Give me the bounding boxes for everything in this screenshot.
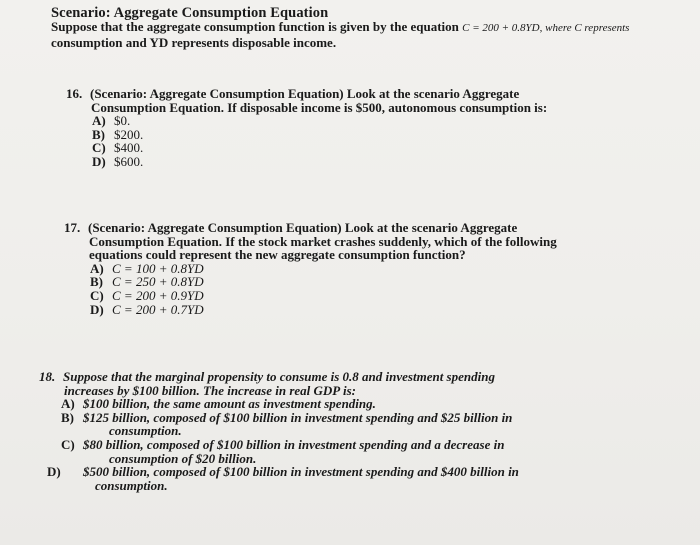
question-18-number: 18. (39, 369, 56, 384)
question-16-stem-text1: (Scenario: Aggregate Consumption Equation) Look at the scenario Aggregate (90, 86, 520, 101)
option-text: $200. (114, 126, 144, 142)
question-18-stem-line1 (39, 370, 599, 384)
scenario-title: Scenario: Aggregate Consumption Equation (51, 5, 329, 21)
question-18-stem-text1: Suppose that the marginal propensity to consume is 0.8 and investment spending (63, 369, 495, 384)
option-text-continued: consumption of $20 billion. (109, 450, 257, 466)
option-letter: C) (61, 436, 75, 452)
option-letter: B) (90, 274, 103, 290)
scenario-line2: consumption and YD represents disposable income. (51, 34, 337, 50)
option-text: $80 billion, composed of $100 billion in investment spending and a decrease in (83, 436, 505, 452)
option-text: $400. (114, 140, 144, 156)
option-text: C = 100 + 0.8YD (112, 260, 204, 276)
question-16-option-b[interactable] (66, 128, 626, 142)
option-text: $125 billion, composed of $100 billion in investment spending and $25 billion in (83, 409, 513, 425)
question-17-stem-line3: equations could represent the new aggregate consumption function? (89, 247, 466, 263)
question-18-stem-line2: increases by $100 billion. The increase in real GDP is: (64, 382, 357, 398)
question-17-stem-text1: (Scenario: Aggregate Consumption Equation) Look at the scenario Aggregate (88, 220, 518, 235)
question-18-option-d[interactable] (39, 465, 599, 492)
scenario-line1: Suppose that the aggregate consumption function is given by the equation (51, 19, 463, 34)
option-text: C = 200 + 0.7YD (112, 301, 204, 317)
option-text: $0. (114, 113, 131, 129)
question-18-option-a[interactable] (39, 397, 599, 411)
question-17-stem-line1 (64, 221, 624, 235)
option-letter: A) (61, 396, 75, 412)
question-17-option-c[interactable] (64, 289, 624, 303)
scenario-description (51, 20, 691, 49)
scenario-line1-end: , where C represents (539, 22, 630, 34)
option-text: C = 200 + 0.9YD (112, 287, 204, 303)
option-letter: D) (92, 153, 106, 169)
option-letter: B) (61, 409, 74, 425)
question-18 (39, 370, 599, 492)
option-text: C = 250 + 0.8YD (112, 274, 204, 290)
question-17 (64, 221, 624, 316)
option-text: $100 billion, the same amount as investment spending. (83, 396, 376, 412)
option-text: $500 billion, composed of $100 billion in investment spending and $400 billion in (83, 464, 519, 480)
question-17-stem-line2: Consumption Equation. If the stock market crashes suddenly, which of the following (89, 233, 557, 249)
question-18-option-c[interactable] (39, 438, 599, 465)
option-letter: C) (90, 287, 104, 303)
question-18-option-b[interactable] (39, 411, 599, 438)
question-17-option-b[interactable] (64, 275, 624, 289)
option-letter: A) (92, 113, 106, 129)
option-text-continued: consumption. (109, 423, 182, 439)
question-16-option-a[interactable] (66, 114, 626, 128)
option-letter: B) (92, 126, 105, 142)
question-16-stem-line1 (66, 87, 626, 101)
option-text: $600. (114, 153, 144, 169)
option-letter: D) (47, 464, 61, 480)
question-16-stem (66, 87, 626, 114)
question-17-option-d[interactable] (64, 303, 624, 317)
option-text-continued: consumption. (95, 477, 168, 493)
question-17-option-a[interactable] (64, 262, 624, 276)
scenario-block (51, 6, 691, 49)
question-16-option-d[interactable] (66, 155, 626, 169)
question-17-stem (64, 221, 624, 262)
option-letter: A) (90, 260, 104, 276)
option-letter: C) (92, 140, 106, 156)
question-16 (66, 87, 626, 169)
question-16-option-c[interactable] (66, 141, 626, 155)
question-16-number: 16. (66, 86, 83, 101)
scenario-equation: C = 200 + 0.8YD (462, 22, 540, 34)
option-letter: D) (90, 301, 104, 317)
question-16-stem-line2: Consumption Equation. If disposable income is $500, autonomous consumption is: (91, 99, 548, 115)
question-18-stem (39, 370, 599, 397)
question-17-number: 17. (64, 220, 81, 235)
